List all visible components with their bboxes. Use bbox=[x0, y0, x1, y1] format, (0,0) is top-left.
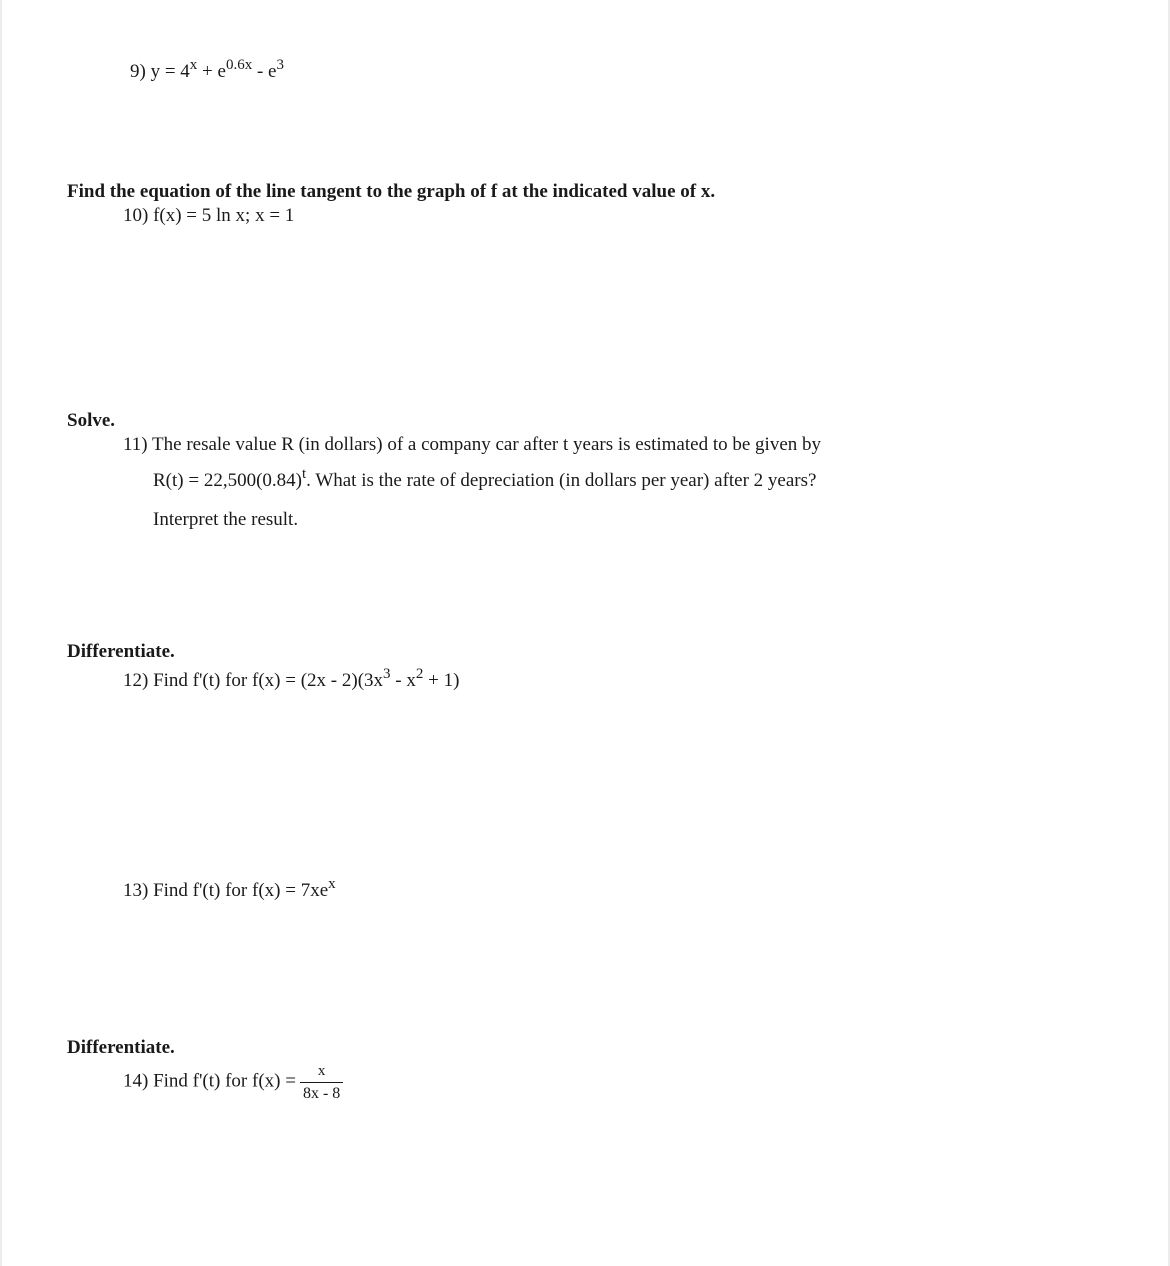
problem-14-pre: 14) Find f'(t) for f(x) = bbox=[123, 1070, 296, 1092]
problem-11-line3: Interpret the result. bbox=[153, 509, 299, 530]
problem-14-fraction bbox=[300, 1064, 343, 1102]
problem-11-formula: R(t) = 22,500(0.84) bbox=[153, 470, 302, 491]
section-heading-differentiate-2: Differentiate. bbox=[67, 1037, 175, 1058]
problem-14 bbox=[123, 1063, 343, 1101]
problem-12-exp1: 3 bbox=[383, 666, 391, 682]
problem-12-exp2: 2 bbox=[415, 666, 424, 682]
section-heading-solve: Solve. bbox=[67, 410, 116, 431]
problem-10: 10) f(x) = 5 ln x; x = 1 bbox=[123, 205, 295, 226]
section-heading-differentiate-1: Differentiate. bbox=[67, 641, 175, 662]
problem-11-line2 bbox=[153, 466, 817, 491]
problem-9-number: 9) bbox=[130, 61, 146, 82]
problem-14-numerator: x bbox=[300, 1064, 343, 1083]
page-edge-left bbox=[0, 0, 2, 1266]
problem-12-mid: - x bbox=[390, 670, 416, 691]
problem-9-exp3: 3 bbox=[276, 57, 284, 73]
problem-9 bbox=[130, 57, 284, 82]
problem-11-line1: 11) The resale value R (in dollars) of a company car after t years is estimated to be given by bbox=[123, 434, 821, 455]
problem-13-exp: x bbox=[328, 876, 336, 892]
problem-11-question: . What is the rate of depreciation (in dollars per year) after 2 years? bbox=[306, 470, 817, 491]
problem-12-pre: 12) Find f'(t) for f(x) = (2x - 2)(3x bbox=[123, 670, 384, 691]
problem-14-denominator: 8x - 8 bbox=[302, 1085, 341, 1102]
problem-9-exp1: x bbox=[189, 57, 198, 73]
problem-9-exp2: 0.6x bbox=[225, 57, 253, 73]
problem-9-minus: - e bbox=[252, 61, 277, 82]
problem-12-post: + 1) bbox=[423, 670, 460, 691]
problem-13-pre: 13) Find f'(t) for f(x) = 7xe bbox=[123, 880, 329, 901]
problem-12 bbox=[123, 666, 460, 691]
problem-9-lhs: y = 4 bbox=[150, 61, 190, 82]
section-heading-tangent: Find the equation of the line tangent to the graph of f at the indicated value of x. bbox=[67, 181, 716, 202]
problem-11-exp: t bbox=[301, 466, 307, 482]
problem-9-mid: + e bbox=[197, 61, 226, 82]
problem-13 bbox=[123, 876, 336, 901]
